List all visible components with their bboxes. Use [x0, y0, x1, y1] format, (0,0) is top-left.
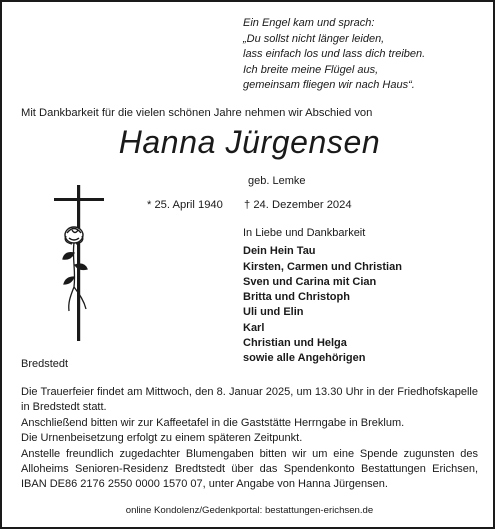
deceased-name: Hanna Jürgensen [118, 124, 381, 160]
poem-line: „Du sollst nicht länger leiden, [243, 32, 385, 45]
mourner-name: Uli und Elin [243, 306, 304, 319]
mourner-name: Britta und Christoph [243, 291, 350, 304]
place-name: Bredstedt [21, 358, 69, 370]
mourners-block [243, 226, 402, 367]
funeral-details [21, 385, 478, 493]
mourner-name: Christian und Helga [243, 337, 347, 350]
mourner-name: Sven und Carina mit Cian [243, 275, 377, 288]
birth-date: * 25. April 1940 [147, 199, 223, 211]
paragraph-donation: Anstelle freundlich zugedachter Blumengaben bitten wir um eine Spende zugunsten des Alloheims Senioren-Residenz Bredtstedt über das Spendenkonto Bestattungen Erichsen, IBAN DE86 2176 2550 0000 1570 07, unter Angabe von Hanna Jürgensen. [21, 447, 478, 491]
cross-with-rose-icon [48, 183, 110, 343]
poem-line: lass einfach los und lass dich treiben. [243, 48, 426, 61]
mourner-name: Karl [243, 321, 265, 334]
condolence-footer: online Kondolenz/Gedenkportal: bestattungen-erichsen.de [125, 505, 374, 516]
mourners-lead: In Liebe und Dankbarkeit [243, 227, 366, 239]
paragraph-coffee: Anschließend bitten wir zur Kaffeetafel in die Gaststätte Herrngabe in Breklum. [21, 416, 405, 429]
poem-line: Ich breite meine Flügel aus, [243, 63, 379, 76]
death-date: † 24. Dezember 2024 [244, 199, 352, 211]
intro-text: Mit Dankbarkeit für die vielen schönen Jahre nehmen wir Abschied von [21, 107, 373, 119]
mourner-name: sowie alle Angehörigen [243, 352, 366, 365]
paragraph-urn: Die Urnenbeisetzung erfolgt zu einem späteren Zeitpunkt. [21, 432, 303, 445]
poem [243, 16, 425, 94]
mourner-name: Kirsten, Carmen und Christian [243, 260, 402, 273]
mourner-name: Dein Hein Tau [243, 245, 316, 258]
poem-line: gemeinsam fliegen wir nach Haus“. [243, 79, 415, 92]
maiden-name: geb. Lemke [248, 175, 306, 187]
poem-line: Ein Engel kam und sprach: [243, 17, 375, 29]
paragraph-service: Die Trauerfeier findet am Mittwoch, den 8. Januar 2025, um 13.30 Uhr in der Friedhofskapelle in Bredstedt statt. [21, 386, 478, 414]
